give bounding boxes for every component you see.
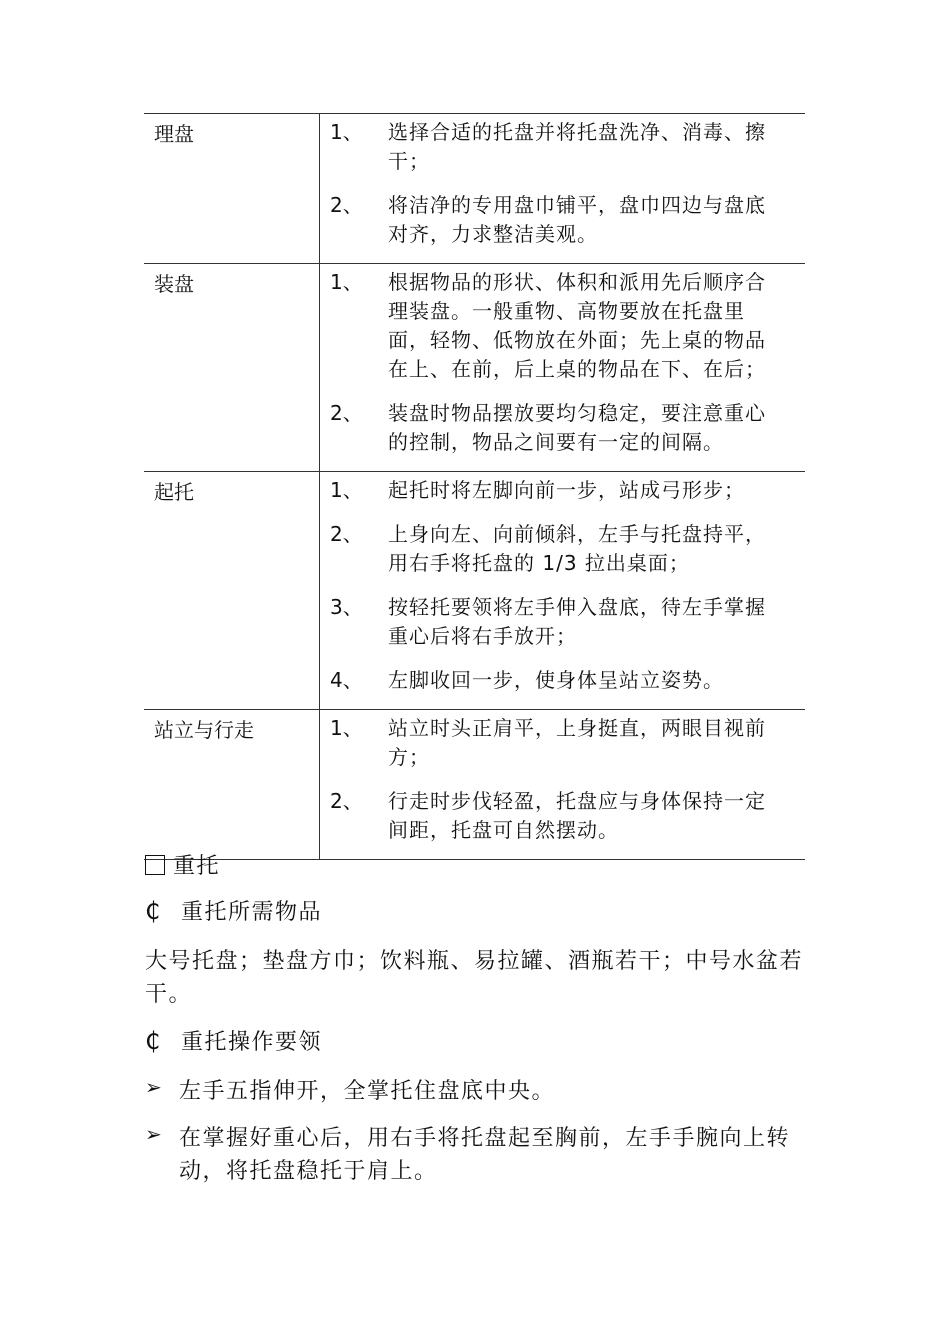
step-number: 1、 [330, 478, 363, 502]
table-row [144, 710, 805, 860]
step-item [330, 399, 783, 457]
step-number: 2、 [330, 401, 363, 425]
step-text: 装盘时物品摆放要均匀稳定，要注意重心的控制，物品之间要有一定的间隔。 [388, 401, 766, 454]
table-row [144, 472, 805, 710]
step-text: 根据物品的形状、体积和派用先后顺序合理装盘。一般重物、高物要放在托盘里面，轻物、低物放在外面；先上桌的物品在上、在前，后上桌的物品在下、在后； [388, 270, 766, 381]
stage-label: 起托 [144, 472, 320, 710]
step-number: 3、 [330, 595, 363, 619]
step-item [330, 666, 783, 695]
step-item [330, 714, 783, 772]
subheading-text: 重托操作要领 [181, 1030, 323, 1055]
step-item [330, 520, 783, 578]
step-text: 选择合适的托盘并将托盘洗净、消毒、擦干； [388, 120, 766, 173]
step-item [330, 268, 783, 384]
stage-label: 站立与行走 [144, 710, 320, 860]
bullet-text: 左手五指伸开，全掌托住盘底中央。 [179, 1079, 556, 1104]
step-text: 站立时头正肩平，上身挺直，两眼目视前方； [388, 716, 766, 769]
step-text: 左脚收回一步，使身体呈站立姿势。 [388, 668, 724, 692]
step-number: 1、 [330, 716, 363, 740]
arrow-bullet-icon: ➢ [145, 1075, 162, 1099]
heading-text: 重托 [173, 854, 221, 879]
procedure-table [144, 113, 805, 860]
cent-bullet-icon: ₵ [145, 897, 162, 925]
step-text: 上身向左、向前倾斜，左手与托盘持平，用右手将托盘的 1/3 拉出桌面； [388, 522, 766, 575]
step-number: 4、 [330, 668, 363, 692]
step-number: 1、 [330, 270, 363, 294]
list-item [145, 1075, 805, 1108]
subheading-items [145, 895, 805, 929]
checkbox-square-icon [145, 855, 165, 875]
list-item [145, 1122, 805, 1188]
step-item [330, 593, 783, 651]
step-text: 行走时步伐轻盈，托盘应与身体保持一定间距，托盘可自然摆动。 [388, 789, 766, 842]
table-row [144, 114, 805, 264]
arrow-bullet-icon: ➢ [145, 1122, 162, 1146]
section-heading [145, 850, 805, 883]
step-item [330, 118, 783, 176]
step-text: 起托时将左脚向前一步，站成弓形步； [388, 478, 745, 502]
step-number: 2、 [330, 522, 363, 546]
subheading-ops [145, 1025, 805, 1059]
step-number: 2、 [330, 789, 363, 813]
step-number: 1、 [330, 120, 363, 144]
cent-bullet-icon: ₵ [145, 1027, 162, 1055]
step-item [330, 191, 783, 249]
step-text: 按轻托要领将左手伸入盘底，待左手掌握重心后将右手放开； [388, 595, 766, 648]
table-row [144, 264, 805, 472]
items-paragraph: 大号托盘；垫盘方巾；饮料瓶、易拉罐、酒瓶若干；中号水盆若干。 [145, 949, 804, 1007]
step-item [330, 787, 783, 845]
stage-label: 理盘 [144, 114, 320, 264]
heavy-tray-section [145, 850, 805, 1202]
step-text: 将洁净的专用盘巾铺平，盘巾四边与盘底对齐，力求整洁美观。 [388, 193, 766, 246]
step-item [330, 476, 783, 505]
stage-label: 装盘 [144, 264, 320, 472]
subheading-text: 重托所需物品 [181, 900, 323, 925]
step-number: 2、 [330, 193, 363, 217]
bullet-text: 在掌握好重心后，用右手将托盘起至胸前，左手手腕向上转动，将托盘稳托于肩上。 [179, 1126, 791, 1184]
